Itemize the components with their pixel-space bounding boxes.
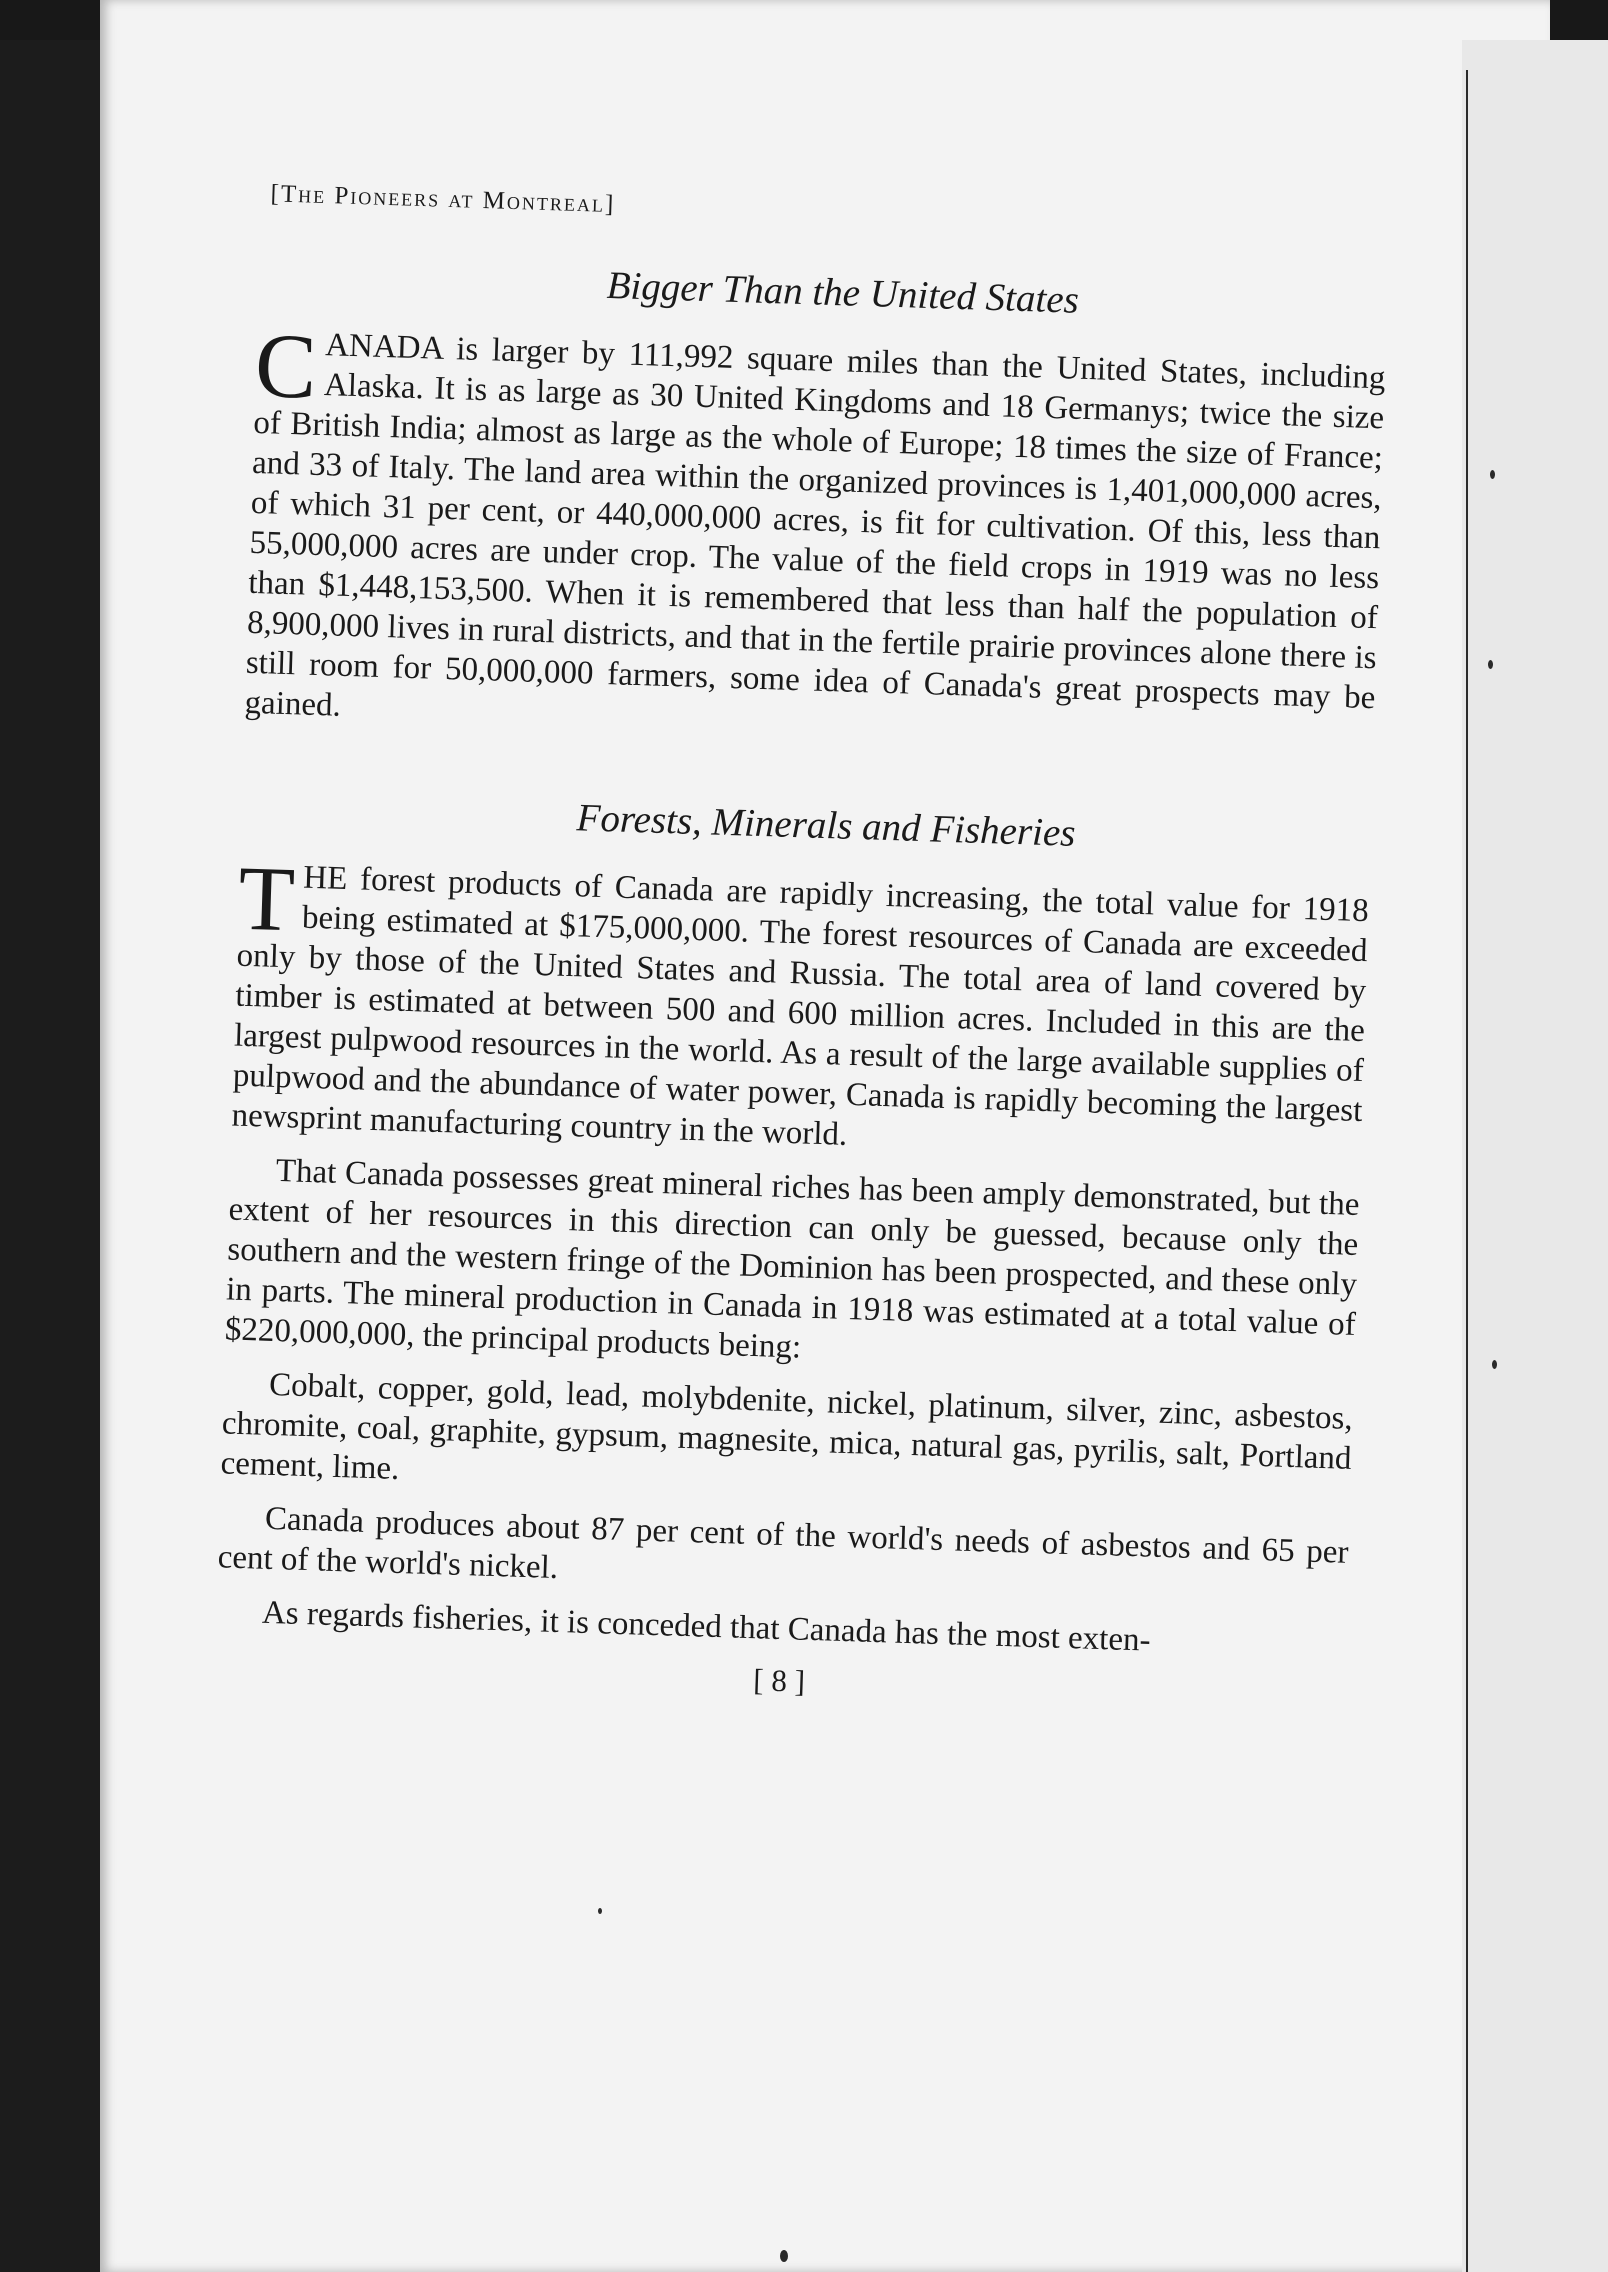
drop-cap: T <box>236 846 297 951</box>
page-number: [ 8 ] <box>752 1662 806 1699</box>
paragraph-asbestos-nickel: Canada produces about 87 per cent of the world's needs of asbestos and 65 per cent of the world's nickel. <box>217 1500 1350 1586</box>
paragraph-text: HE forest products of Canada are rapidly increasing, the total value for 1918 being estimated at $175,000,000. The forest resources of Canada are exceeded only by those of the United States and Russia. The total area of land covered by timber is estimated at between 500 and 600 million acres. Included in this are the largest pulpwood resources in the world. As a result of the large available supplies of pulpwood and the abundance of water power, Canada is rapidly becoming the largest newsprint manufacturing country in the world. <box>231 859 1370 1153</box>
facing-page-strip <box>1462 40 1608 2272</box>
drop-cap: C <box>253 313 319 418</box>
paragraph-text: ANADA is larger by 111,992 square miles than the United States, including Alaska. It is as large as 30 United Kingdoms and 18 Germanys; twice the size of British India; almost as large as the whole of Europe; 18 times the size of France; and 33 of Italy. The land area within the organized provinces is 1,401,000,000 acres, of which 31 per cent, or 440,000,000 acres, is fit for cultivation. Of this, less than 55,000,000 acres are under crop. The value of the field crops in 1919 was no less than $1,448,153,500. When it is remembered that less than half the population of 8,900,000 lives in rural districts, and that in the fertile prairie provinces alone there is still room for 50,000,000 farmers, some idea of Canada's great prospects may be gained. <box>244 327 1386 724</box>
paragraph-forest-products <box>231 846 1370 1171</box>
running-head: [The Pioneers at Montreal] <box>270 180 616 219</box>
section-title-bigger-than-us: Bigger Than the United States <box>606 263 1080 322</box>
paragraph-fisheries: As regards fisheries, it is conceded that Canada has the most exten- <box>261 1594 1152 1659</box>
paragraph-canada-size <box>244 313 1386 758</box>
page-speck <box>1492 1360 1497 1369</box>
page-speck <box>598 1908 602 1914</box>
page-speck <box>1488 660 1493 669</box>
page-text-block <box>214 150 1392 1717</box>
paragraph-mineral-riches: That Canada possesses great mineral riches has been amply demonstrated, but the extent of her resources in this direction can only be guessed, because only the southern and the western fringe of the Dominion has been prospected, and these only in parts. The mineral production in Canada in 1918 was estimated at a total value of $220,000,000, the principal products being: <box>224 1152 1360 1366</box>
page-speck <box>1490 470 1495 479</box>
facing-page-edge <box>1466 70 1468 2272</box>
page-speck <box>780 2250 788 2262</box>
paragraph-mineral-list: Cobalt, copper, gold, lead, molybdenite, nickel, platinum, silver, zinc, asbestos, chromite, coal, graphite, gypsum, magnesite, mica, natural gas, pyrilis, salt, Portland cement, lime. <box>220 1366 1354 1487</box>
section-title-forests-minerals-fisheries: Forests, Minerals and Fisheries <box>575 796 1077 855</box>
